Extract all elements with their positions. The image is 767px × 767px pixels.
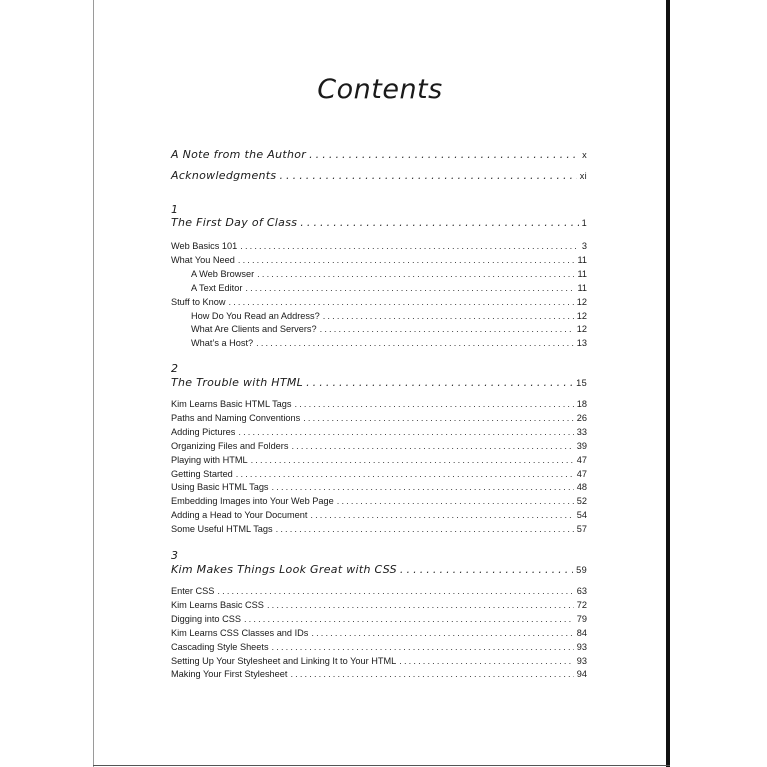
dot-leader [217,585,573,597]
toc-entry [171,668,587,680]
toc-entry-page-number: 84 [576,628,587,638]
toc-entry-label: Playing with HTML [171,455,248,465]
table-of-contents [171,0,587,767]
chapter-title: The First Day of Class [171,216,298,229]
toc-entry-page-number: 47 [576,469,587,479]
dot-leader [400,563,573,577]
dot-leader [244,613,574,625]
toc-entry-label: Getting Started [171,469,233,479]
toc-entry [171,523,587,535]
toc-subentry-label: A Web Browser [191,269,255,279]
dot-leader [245,282,574,294]
chapter-page-number: 59 [576,565,587,575]
toc-entry [171,613,587,625]
dot-leader [257,268,574,280]
toc-subentry [171,310,587,322]
toc-entry-label: Enter CSS [171,586,215,596]
toc-entry-label: Organizing Files and Folders [171,441,289,451]
toc-entry-page-number: 26 [576,413,587,423]
dot-leader [291,440,573,452]
toc-subentry [171,337,587,349]
toc-entry-label: Kim Learns CSS Classes and IDs [171,628,309,638]
toc-subentry-label: A Text Editor [191,283,243,293]
toc-entry-page-number: 63 [576,586,587,596]
toc-subentry-label: What Are Clients and Servers? [191,324,317,334]
dot-leader [267,599,574,611]
toc-entry-label: Adding Pictures [171,427,236,437]
toc-entry-label: Stuff to Know [171,297,226,307]
toc-entry-label: Digging into CSS [171,614,241,624]
dot-leader [251,454,574,466]
front-matter-entry [171,169,587,183]
toc-entry-label: Paths and Naming Conventions [171,413,301,423]
chapter-number: 1 [171,203,178,216]
toc-entry-page-number: 47 [576,455,587,465]
dot-leader [238,426,573,438]
toc-entry [171,627,587,639]
toc-entry-label: Using Basic HTML Tags [171,482,269,492]
toc-subentry-label: What’s a Host? [191,338,254,348]
toc-entry-label: What You Need [171,255,235,265]
dot-leader [295,398,574,410]
toc-entry [171,509,587,521]
toc-entry-page-number: 52 [576,496,587,506]
toc-entry-page-number: 33 [576,427,587,437]
toc-entry-page-number: 93 [576,642,587,652]
dot-leader [236,468,574,480]
toc-entry-label: Kim Learns Basic HTML Tags [171,399,292,409]
toc-entry [171,426,587,438]
dot-leader [337,495,574,507]
dot-leader [272,641,574,653]
toc-entry-page-number: 57 [576,524,587,534]
dot-leader [323,310,574,322]
toc-entry-label: Cascading Style Sheets [171,642,269,652]
toc-entry [171,655,587,667]
dot-leader [320,323,574,335]
chapter-page-number: 1 [581,218,587,228]
chapter-title: The Trouble with HTML [171,376,304,389]
toc-subentry [171,282,587,294]
toc-entry [171,599,587,611]
chapter-heading [171,376,587,390]
toc-entry-page-number: 18 [576,399,587,409]
dot-leader [240,240,579,252]
toc-entry [171,495,587,507]
toc-subentry-page-number: 12 [576,324,587,334]
toc-entry-label: Making Your First Stylesheet [171,669,288,679]
toc-entry [171,481,587,493]
dot-leader [256,337,574,349]
toc-entry [171,296,587,308]
front-matter-entry-page-number: x [582,150,587,160]
dot-leader [276,523,574,535]
toc-entry [171,641,587,653]
toc-subentry [171,268,587,280]
front-matter-entry [171,148,587,162]
front-matter-entry-label: A Note from the Author [171,148,307,161]
dot-leader [311,627,573,639]
page-title: Contents [317,74,443,105]
toc-subentry [171,323,587,335]
toc-entry-label: Adding a Head to Your Document [171,510,308,520]
toc-entry-page-number: 54 [576,510,587,520]
toc-subentry-page-number: 13 [576,338,587,348]
toc-entry-label: Web Basics 101 [171,241,238,251]
toc-entry [171,412,587,424]
toc-entry [171,454,587,466]
front-matter-entry-page-number: xi [579,171,587,181]
toc-entry-page-number: 12 [576,297,587,307]
toc-entry [171,398,587,410]
chapter-title: Kim Makes Things Look Great with CSS [171,563,397,576]
dot-leader [399,655,574,667]
toc-entry [171,468,587,480]
toc-entry-page-number: 93 [576,656,587,666]
chapter-number: 2 [171,362,178,375]
toc-subentry-page-number: 11 [577,283,587,293]
chapter-heading [171,563,587,577]
chapter-page-number: 15 [576,378,587,388]
toc-entry-page-number: 94 [576,669,587,679]
dot-leader [228,296,573,308]
toc-entry-page-number: 11 [577,255,587,265]
toc-entry-label: Kim Learns Basic CSS [171,600,264,610]
dot-leader [309,148,579,162]
dot-leader [279,169,576,183]
toc-entry-label: Embedding Images into Your Web Page [171,496,334,506]
page-left-edge [93,0,94,767]
dot-leader [290,668,573,680]
toc-entry-page-number: 39 [576,441,587,451]
toc-subentry-page-number: 12 [576,311,587,321]
toc-entry-page-number: 72 [576,600,587,610]
toc-entry [171,240,587,252]
toc-subentry-page-number: 11 [577,269,587,279]
toc-entry-page-number: 3 [581,241,587,251]
toc-subentry-label: How Do You Read an Address? [191,311,320,321]
dot-leader [300,216,578,230]
dot-leader [306,376,573,390]
front-matter-entry-label: Acknowledgments [171,169,277,182]
dot-leader [303,412,574,424]
toc-entry-label: Some Useful HTML Tags [171,524,273,534]
chapter-heading [171,216,587,230]
toc-entry-page-number: 79 [576,614,587,624]
toc-entry-page-number: 48 [576,482,587,492]
toc-entry [171,440,587,452]
page-right-edge [666,0,670,767]
dot-leader [310,509,573,521]
toc-entry [171,585,587,597]
toc-entry [171,254,587,266]
dot-leader [238,254,575,266]
chapter-number: 3 [171,549,178,562]
toc-entry-label: Setting Up Your Stylesheet and Linking It to Your HTML [171,656,397,666]
dot-leader [272,481,574,493]
